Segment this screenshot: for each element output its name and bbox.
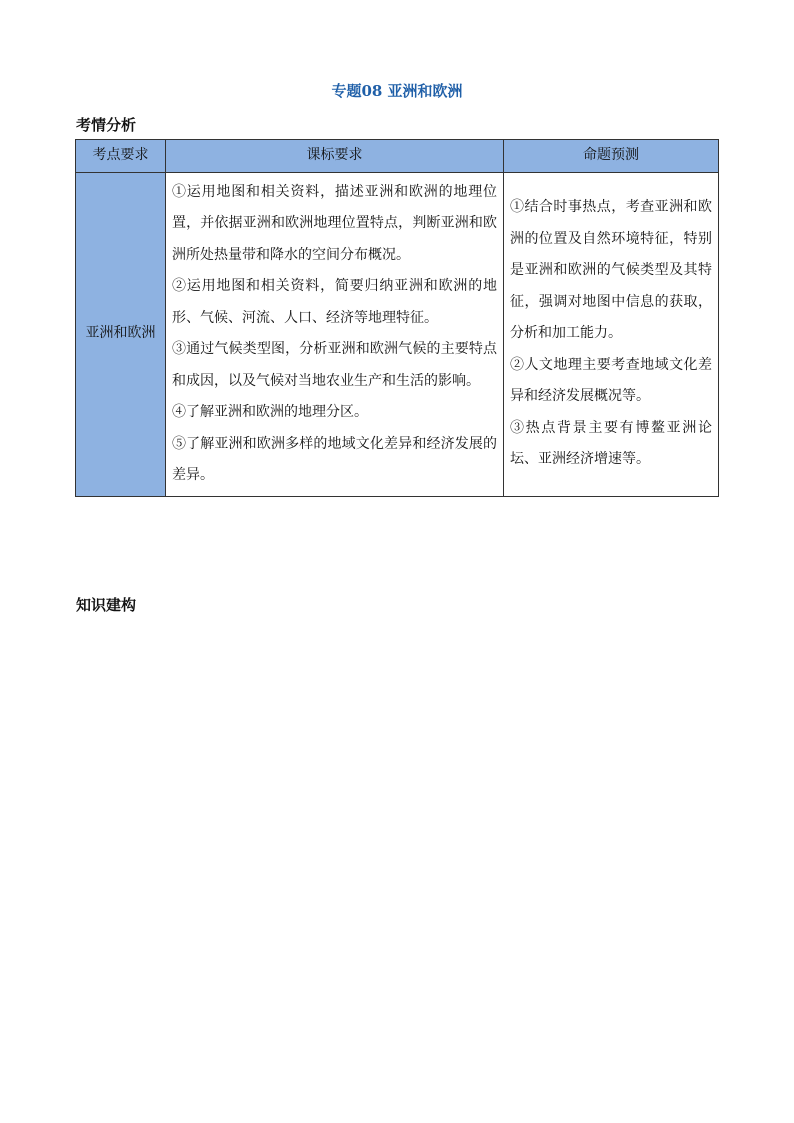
predictions-cell — [504, 172, 719, 496]
requirement-item: ④了解亚洲和欧洲的地理分区。 — [172, 404, 368, 420]
table-header-row — [76, 140, 719, 173]
exam-analysis-table — [75, 139, 719, 497]
page-title: 专题08 亚洲和欧洲 — [331, 82, 463, 100]
requirement-item: ③通过气候类型图，分析亚洲和欧洲气候的主要特点和成因，以及气候对当地农业生产和生活的影响。 — [172, 341, 497, 389]
topic-cell: 亚洲和欧洲 — [76, 172, 166, 496]
requirements-cell — [166, 172, 504, 496]
prediction-item: ③热点背景主要有博鳌亚洲论坛、亚洲经济增速等。 — [510, 419, 712, 468]
requirement-item: ⑤了解亚洲和欧洲多样的地域文化差异和经济发展的差异。 — [172, 435, 497, 483]
table-row — [76, 172, 719, 496]
section-heading-knowledge-construction: 知识建构 — [76, 596, 137, 614]
requirement-item: ②运用地图和相关资料，简要归纳亚洲和欧洲的地形、气候、河流、人口、经济等地理特征。 — [172, 278, 497, 326]
header-topic: 考点要求 — [76, 140, 166, 173]
header-requirements: 课标要求 — [166, 140, 504, 173]
prediction-item: ②人文地理主要考查地域文化差异和经济发展概况等。 — [510, 356, 712, 405]
prediction-item: ①结合时事热点，考查亚洲和欧洲的位置及自然环境特征，特别是亚洲和欧洲的气候类型及其特征，强调对地图中信息的获取，分析和加工能力。 — [510, 199, 712, 342]
header-predictions: 命题预测 — [504, 140, 719, 173]
requirement-item: ①运用地图和相关资料，描述亚洲和欧洲的地理位置，并依据亚洲和欧洲地理位置特点，判断亚洲和欧洲所处热量带和降水的空间分布概况。 — [172, 183, 497, 263]
section-heading-exam-analysis: 考情分析 — [76, 116, 137, 134]
